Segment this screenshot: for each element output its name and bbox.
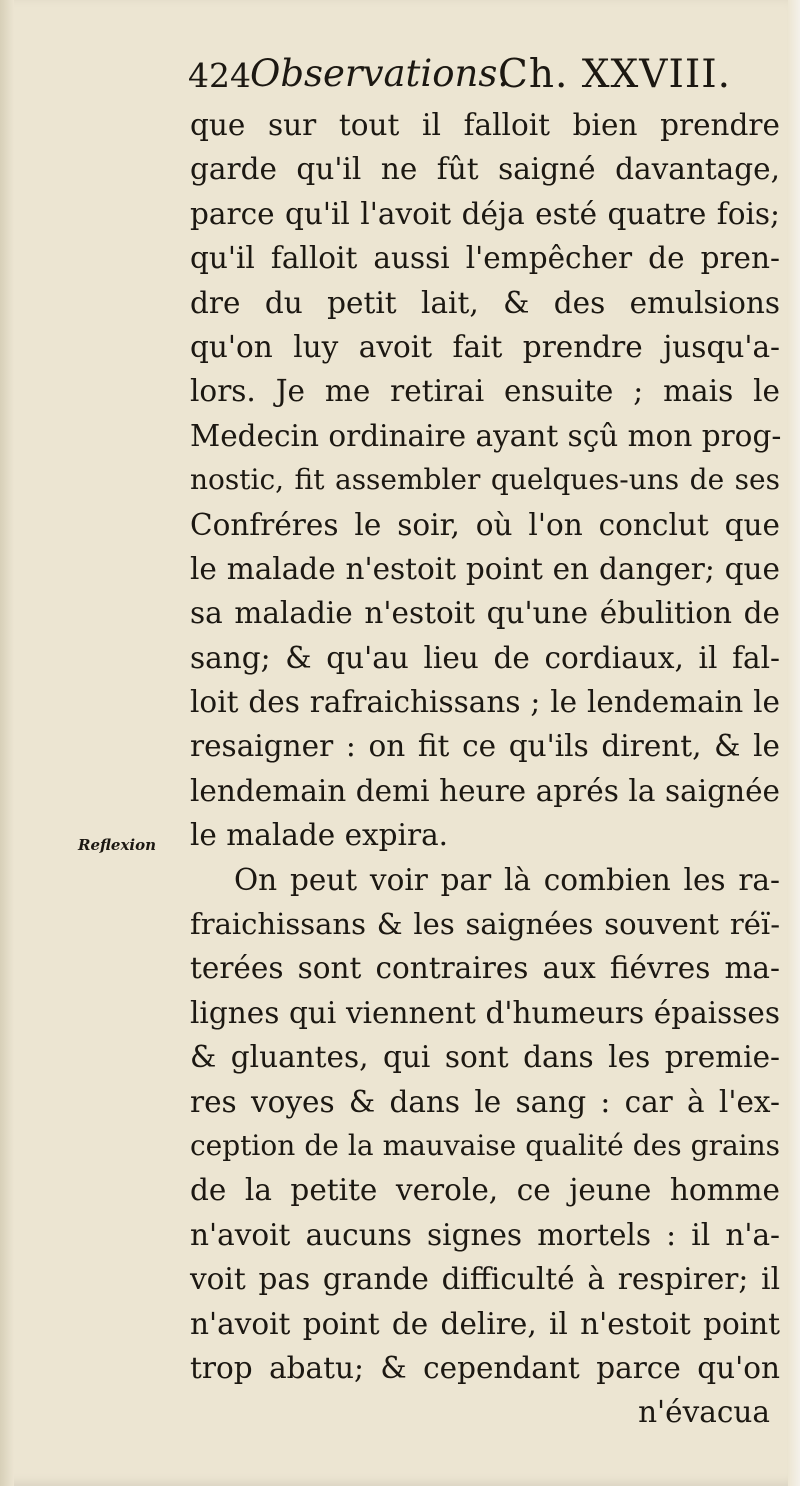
catchword: n'évacua [638, 1395, 770, 1430]
text-line: trop abatu; & cependant parce qu'on [190, 1350, 780, 1385]
text-line: sang; & qu'au lieu de cordiaux, il fal- [190, 640, 780, 675]
text-line: resaigner : on fit ce qu'ils dirent, & le [190, 729, 780, 764]
paragraph-2 [190, 858, 780, 1391]
text-line: de la petite verole, ce jeune homme [190, 1173, 780, 1208]
text-line: fraichissans & les saignées souvent réï- [190, 907, 780, 942]
text-line: qu'on luy avoit fait prendre jusqu'a- [190, 329, 780, 364]
text-line: lors. Je me retirai ensuite ; mais le [190, 374, 780, 409]
text-line: & gluantes, qui sont dans les premie- [190, 1040, 780, 1075]
text-line: lignes qui viennent d'humeurs épaisses [190, 995, 780, 1030]
page-number: 424 [188, 56, 251, 95]
text-line: res voyes & dans le sang : car à l'ex- [190, 1084, 780, 1119]
margin-note: Reflexion [78, 836, 157, 854]
text-line: ception de la mauvaise qualité des grains [190, 1128, 780, 1162]
page-gutter-shadow [0, 0, 14, 1486]
text-line: lendemain demi heure aprés la saignée [190, 773, 780, 808]
text-line: que sur tout il falloit bien prendre [190, 108, 780, 142]
text-line: n'avoit point de delire, il n'estoit point [190, 1306, 780, 1341]
chapter-label: Ch. XXVIII. [498, 52, 732, 97]
body-text [190, 103, 780, 1435]
text-line: le malade n'estoit point en danger; que [190, 551, 780, 586]
running-header [188, 52, 778, 104]
text-line: n'avoit aucuns signes mortels : il n'a- [190, 1217, 780, 1252]
text-line: qu'il falloit aussi l'empêcher de pren- [190, 241, 780, 276]
text-line: sa maladie n'estoit qu'une ébulition de [190, 596, 780, 631]
paragraph-1 [190, 103, 780, 858]
text-line: On peut voir par là combien les ra- [234, 862, 780, 897]
running-title: Observations. [250, 52, 510, 95]
text-line: loit des rafraichissans ; le lendemain le [190, 685, 780, 720]
text-line: garde qu'il ne fût saigné davantage, [190, 152, 780, 187]
text-line: le malade expira. [190, 818, 449, 853]
text-line: Medecin ordinaire ayant sçû mon prog- [190, 418, 782, 453]
text-line: terées sont contraires aux fiévres ma- [190, 951, 780, 986]
text-line: Confréres le soir, où l'on conclut que [190, 507, 780, 542]
text-line: nostic, fit assembler quelques-uns de ses [190, 463, 780, 497]
text-line: parce qu'il l'avoit déja esté quatre fois; [190, 196, 780, 231]
page-edge [788, 0, 800, 1486]
text-line: dre du petit lait, & des emulsions [190, 285, 780, 320]
text-line: voit pas grande difficulté à respirer; il [190, 1262, 780, 1297]
